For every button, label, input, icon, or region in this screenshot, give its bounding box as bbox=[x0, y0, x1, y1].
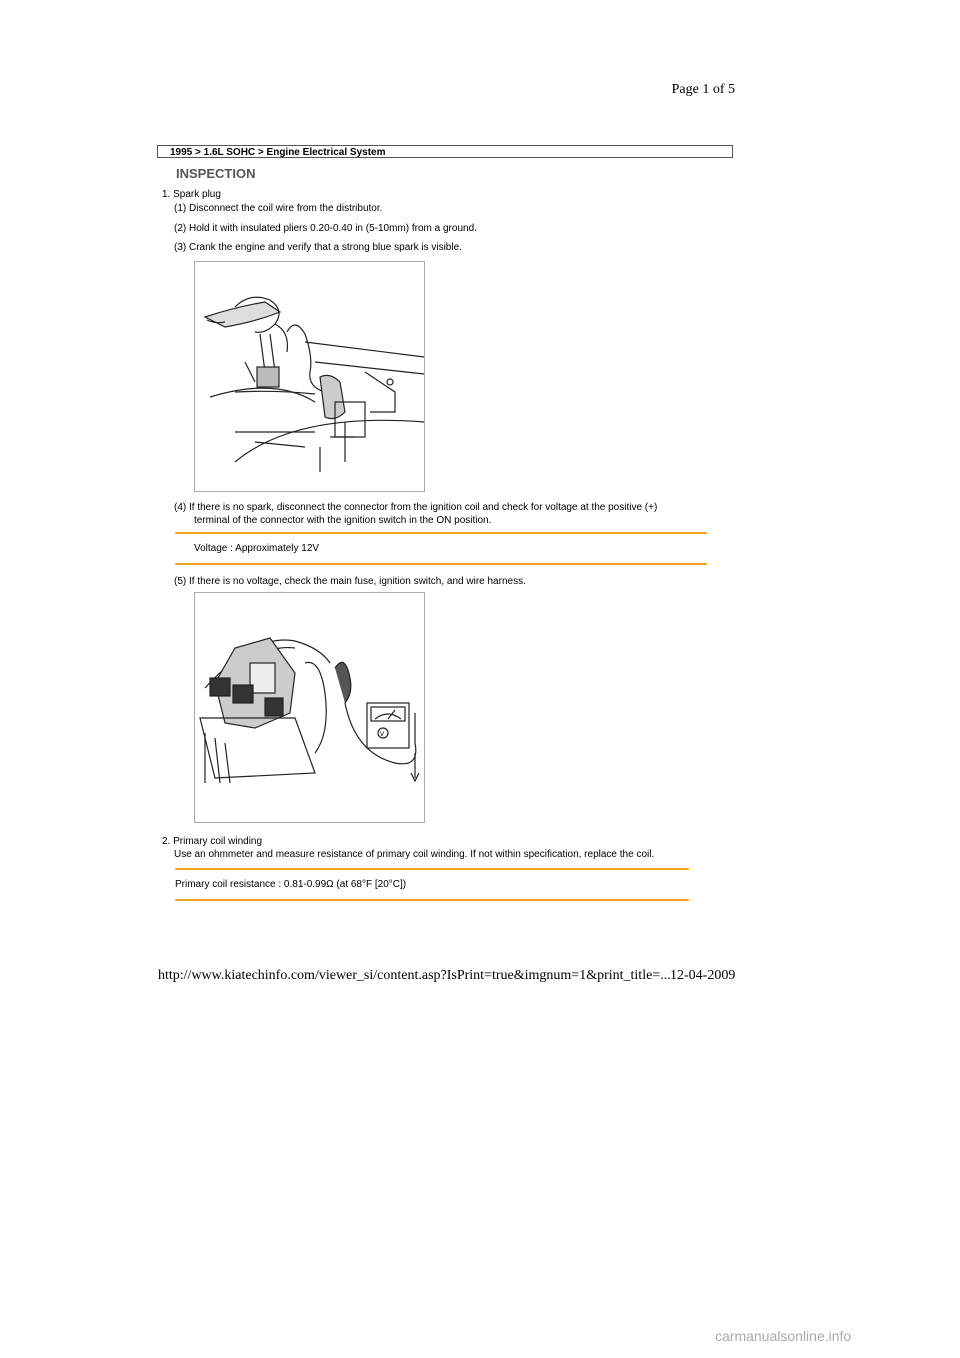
step-4-line1: (4) If there is no spark, disconnect the connector from the ignition coil and check for voltage at the positive (+) bbox=[174, 502, 658, 513]
spec-bottom-bar bbox=[175, 899, 689, 901]
resistance-spec-value: Primary coil resistance : 0.81-0.99Ω (at 68°F [20°C]) bbox=[175, 879, 407, 890]
step-3: (3) Crank the engine and verify that a strong blue spark is visible. bbox=[174, 242, 462, 253]
spark-test-illustration bbox=[195, 262, 424, 491]
voltage-meter-illustration bbox=[195, 593, 424, 822]
section2-title: 2. Primary coil winding bbox=[162, 836, 263, 847]
section-heading: INSPECTION bbox=[176, 166, 256, 181]
breadcrumb: 1995 > 1.6L SOHC > Engine Electrical System bbox=[157, 145, 733, 158]
section2-instruction: Use an ohmmeter and measure resistance of primary coil winding. If not within specification, replace the coil. bbox=[174, 849, 655, 860]
voltage-spec-box bbox=[175, 532, 707, 565]
page-number: Page 1 of 5 bbox=[671, 82, 735, 97]
resistance-spec-box bbox=[175, 868, 689, 901]
meter-v-label: V bbox=[380, 731, 385, 738]
spark-test-figure bbox=[194, 261, 425, 492]
step-1: (1) Disconnect the coil wire from the distributor. bbox=[174, 203, 383, 214]
voltage-spec-value: Voltage : Approximately 12V bbox=[194, 543, 320, 554]
spec-bottom-bar bbox=[175, 563, 707, 565]
section1-title: 1. Spark plug bbox=[162, 189, 221, 200]
footer-url[interactable]: http://www.kiatechinfo.com/viewer_si/content.asp?IsPrint=true&imgnum=1&print_title=... bbox=[158, 968, 671, 983]
step-4-line2: terminal of the connector with the ignition switch in the ON position. bbox=[194, 515, 492, 526]
voltage-test-figure bbox=[194, 592, 425, 823]
step-5: (5) If there is no voltage, check the main fuse, ignition switch, and wire harness. bbox=[174, 576, 526, 587]
step-2: (2) Hold it with insulated pliers 0.20-0.40 in (5-10mm) from a ground. bbox=[174, 223, 477, 234]
watermark: carmanualsonline.info bbox=[715, 1328, 852, 1344]
footer-date: 12-04-2009 bbox=[670, 968, 736, 983]
